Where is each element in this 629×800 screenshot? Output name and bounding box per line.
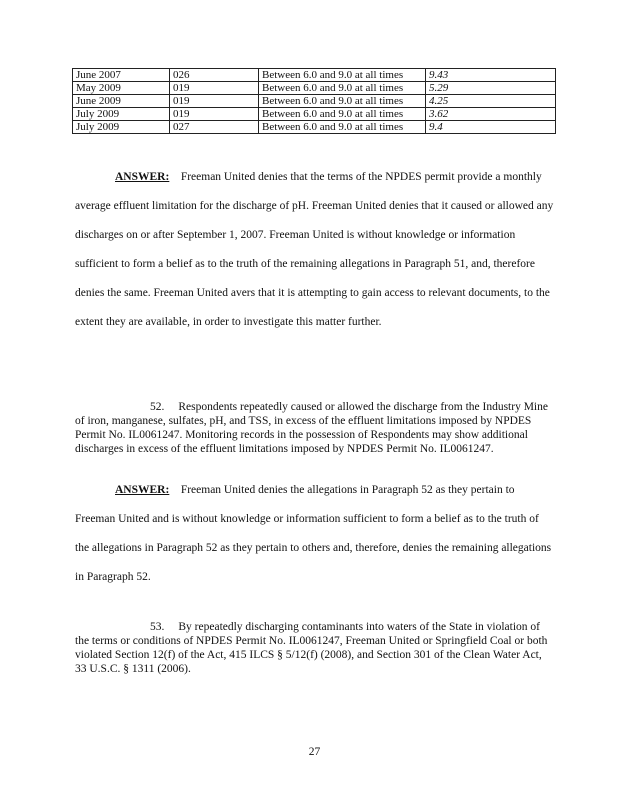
table-row <box>73 108 556 121</box>
paragraph-number: 52. <box>150 401 165 413</box>
table-row <box>73 121 556 134</box>
limit-cell: Between 6.0 and 9.0 at all times <box>259 121 426 134</box>
value-cell: 5.29 <box>426 82 556 95</box>
answer-text: Freeman United denies the allegations in Paragraph 52 as they pertain to Freeman United and is without knowledge or information sufficient to form a belief as to the truth of the allegations in Paragraph 52 as they pertain to others and, therefore, denies the remaining allegations in Paragraph 52. <box>75 484 552 583</box>
limit-cell: Between 6.0 and 9.0 at all times <box>259 95 426 108</box>
table-row <box>73 82 556 95</box>
limit-cell: Between 6.0 and 9.0 at all times <box>259 69 426 82</box>
value-cell: 9.4 <box>426 121 556 134</box>
date-cell: July 2009 <box>73 121 170 134</box>
limit-cell: Between 6.0 and 9.0 at all times <box>259 108 426 121</box>
value-cell: 3.62 <box>426 108 556 121</box>
paragraph-53 <box>75 620 555 676</box>
table-row <box>73 69 556 82</box>
limit-cell: Between 6.0 and 9.0 at all times <box>259 82 426 95</box>
outfall-cell: 026 <box>170 69 259 82</box>
paragraph-text: By repeatedly discharging contaminants into waters of the State in violation of the terms or conditions of NPDES Permit No. IL0061247, Freeman United or Springfield Coal or both violated Section 12(f) of the Act, 415 ILCS § 5/12(f) (2008), and Section 301 of the Clean Water Act, 33 U.S.C. § 1311 (2006). <box>75 621 548 675</box>
date-cell: June 2009 <box>73 95 170 108</box>
answer-51 <box>75 163 555 337</box>
paragraph-text: Respondents repeatedly caused or allowed the discharge from the Industry Mine of iron, manganese, sulfates, pH, and TSS, in excess of the effluent limitations imposed by NPDES Permit No. IL0061247. Monitoring records in the possession of Respondents may show additional discharges in excess of the effluent limitations imposed by NPDES Permit No. IL0061247. <box>75 401 548 455</box>
outfall-cell: 019 <box>170 108 259 121</box>
outfall-cell: 019 <box>170 82 259 95</box>
paragraph-number: 53. <box>150 621 165 633</box>
date-cell: June 2007 <box>73 69 170 82</box>
paragraph-52 <box>75 400 555 456</box>
date-cell: May 2009 <box>73 82 170 95</box>
value-cell: 9.43 <box>426 69 556 82</box>
page-number: 27 <box>308 746 321 758</box>
discharge-table <box>72 68 556 134</box>
table-row <box>73 95 556 108</box>
answer-label: ANSWER: <box>115 171 170 183</box>
outfall-cell: 019 <box>170 95 259 108</box>
outfall-cell: 027 <box>170 121 259 134</box>
answer-text: Freeman United denies that the terms of the NPDES permit provide a monthly average effluent limitation for the discharge of pH. Freeman United denies that it caused or allowed any discharges on or after September 1, 2007. Freeman United is without knowledge or information sufficient to form a belief as to the truth of the remaining allegations in Paragraph 51, and, therefore denies the same. Freeman United avers that it is attempting to gain access to relevant documents, to the extent they are available, in order to investigate this matter further. <box>75 171 554 328</box>
answer-label: ANSWER: <box>115 484 170 496</box>
value-cell: 4.25 <box>426 95 556 108</box>
date-cell: July 2009 <box>73 108 170 121</box>
answer-52 <box>75 476 555 592</box>
